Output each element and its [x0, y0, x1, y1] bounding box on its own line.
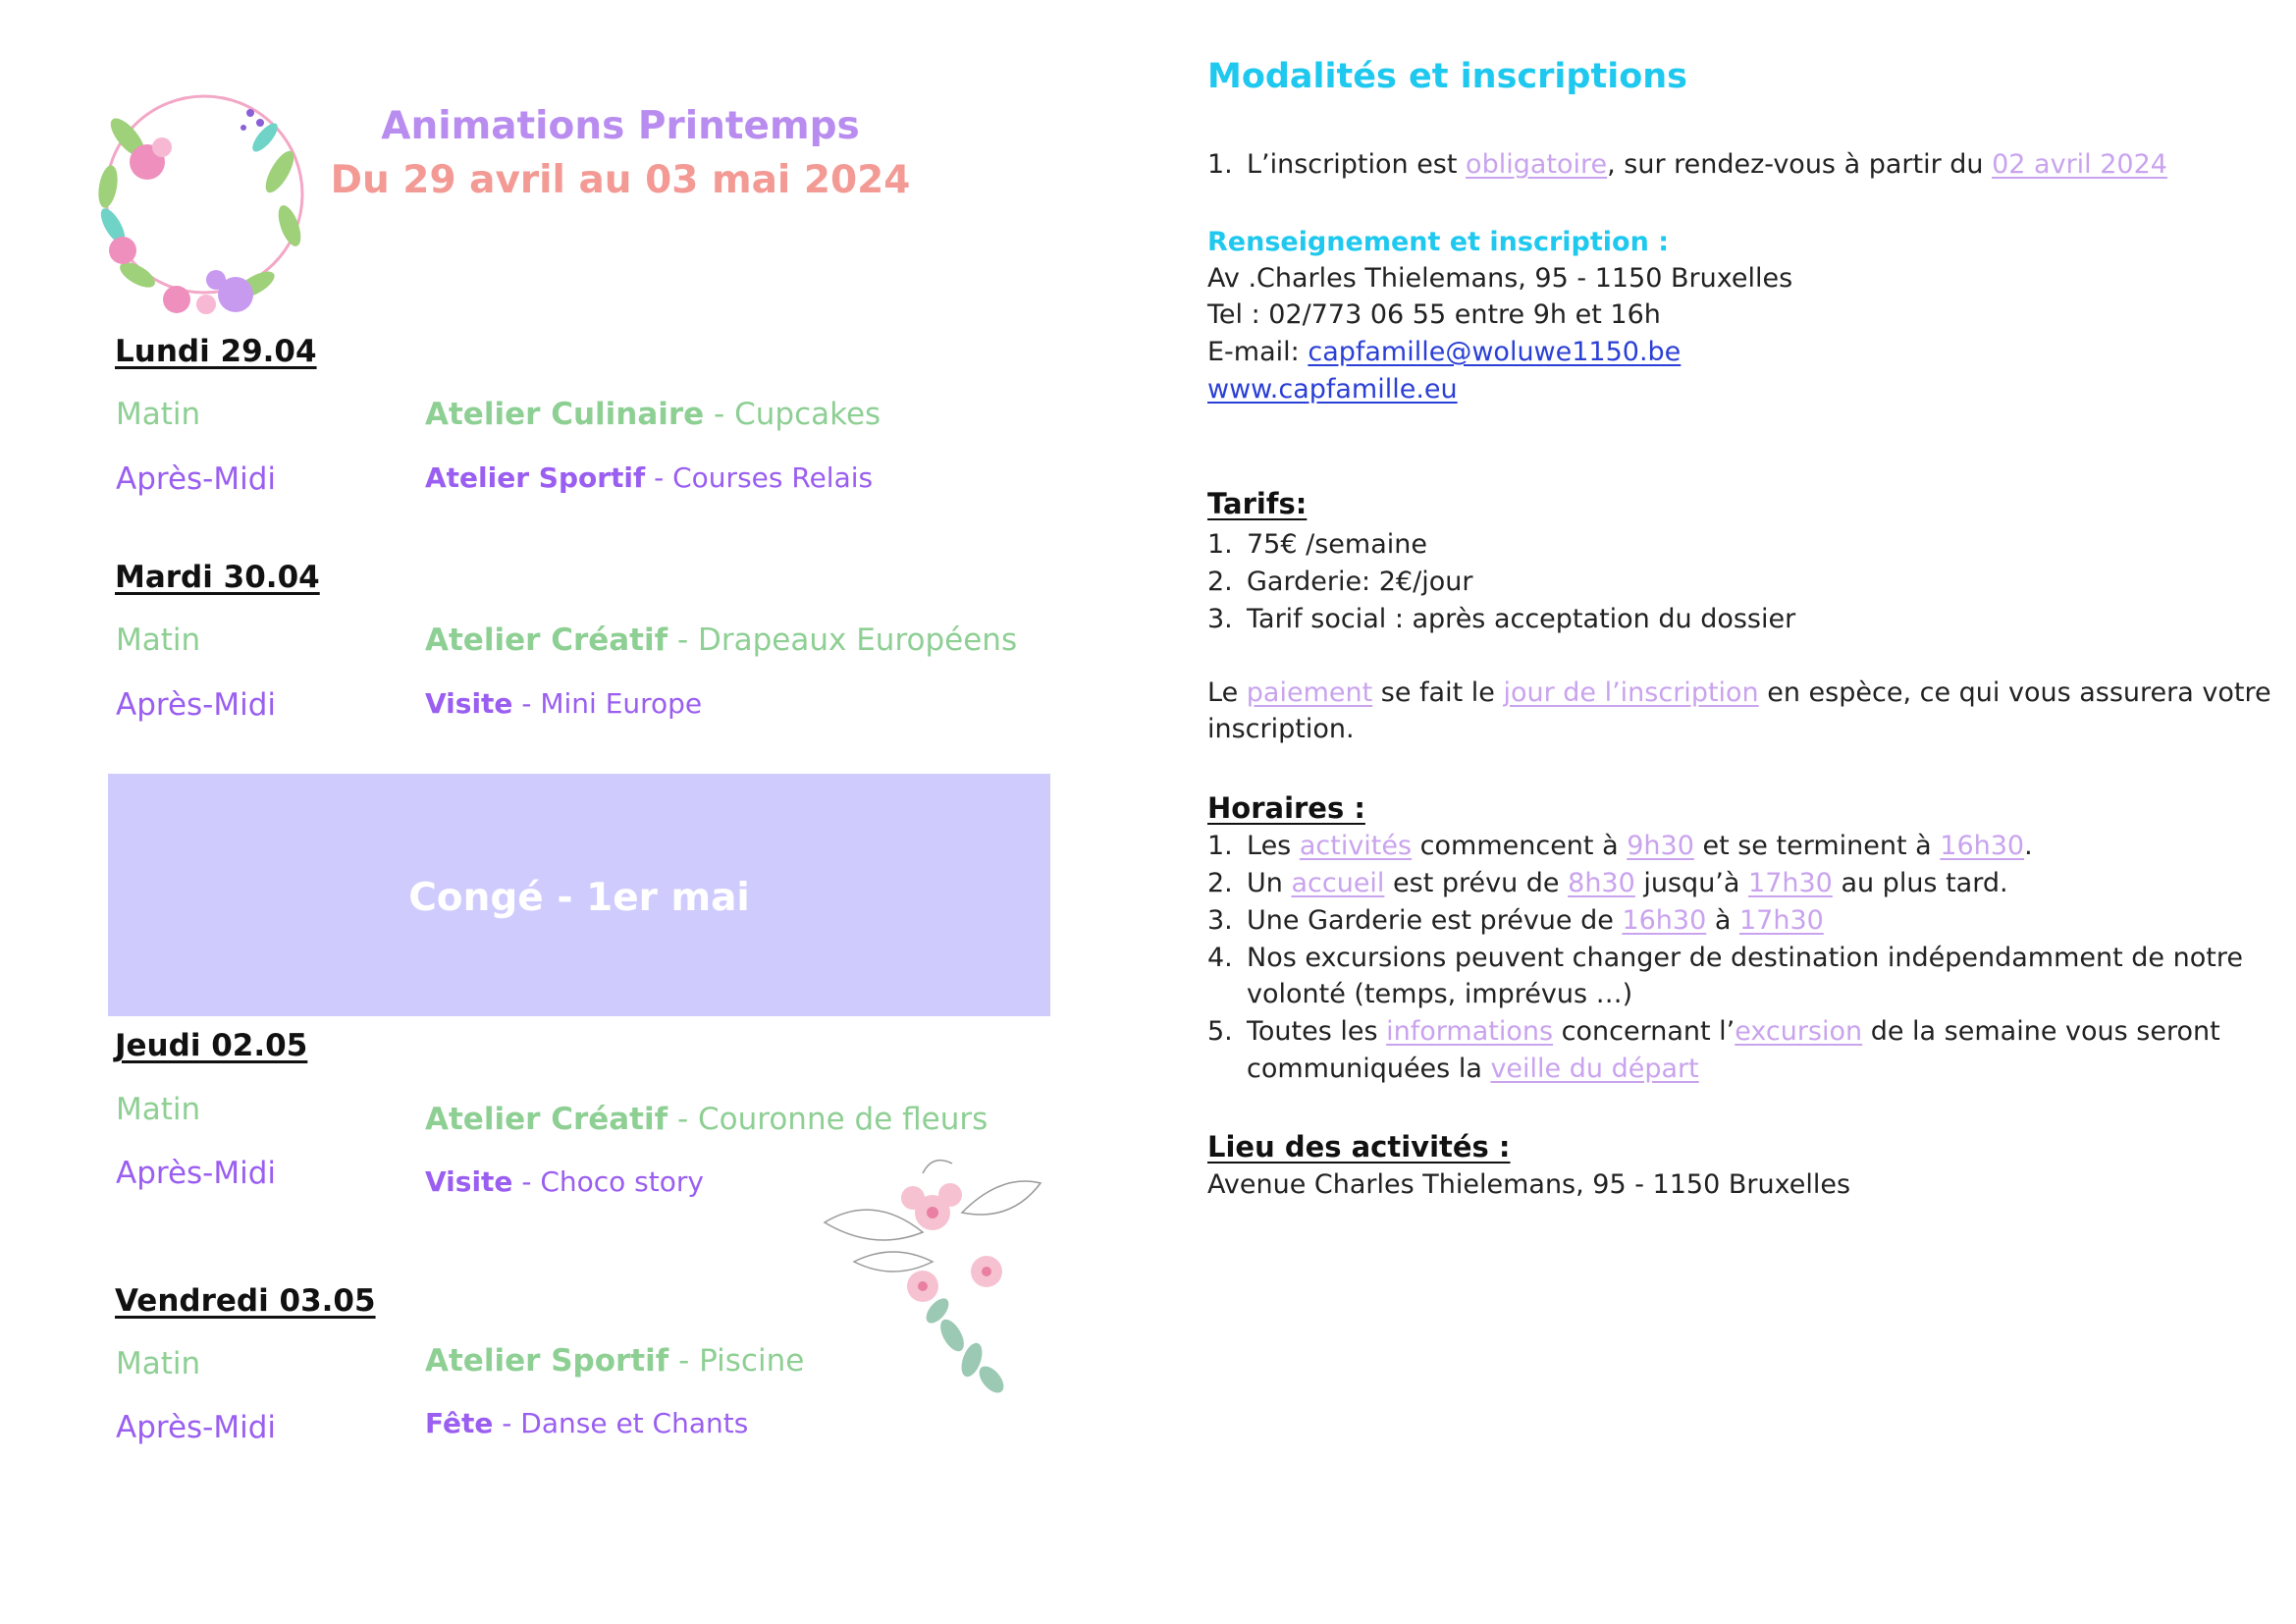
holiday-label: Congé - 1er mai	[408, 876, 750, 920]
horaire-item-cont: volonté (temps, imprévus …)	[1247, 979, 1633, 1009]
inscription-line: 1. L’inscription est obligatoire, sur rendez-vous à partir du 02 avril 2024	[1207, 149, 2167, 180]
holiday-banner	[108, 774, 1050, 1016]
horaires-heading: Horaires :	[1207, 791, 1365, 825]
day-title-jeudi: Jeudi 02.05	[115, 1028, 308, 1063]
activity-mardi-matin: Atelier Créatif - Drapeaux Européens	[425, 623, 1018, 658]
period-apres-midi: Après-Midi	[116, 461, 277, 497]
lieu-address: Avenue Charles Thielemans, 95 - 1150 Bruxelles	[1207, 1169, 1851, 1200]
contact-heading: Renseignement et inscription :	[1207, 227, 1669, 257]
payment-text-cont: inscription.	[1207, 714, 1355, 744]
period-apres-midi: Après-Midi	[116, 1410, 277, 1445]
email-link[interactable]: capfamille@woluwe1150.be	[1308, 337, 1682, 367]
program-title: Animations Printemps	[381, 104, 860, 148]
period-matin: Matin	[116, 397, 201, 432]
horaire-item: 3. Une Garderie est prévue de 16h30 à 17h30	[1207, 905, 1824, 936]
day-title-vendredi: Vendredi 03.05	[115, 1283, 376, 1319]
tarifs-heading: Tarifs:	[1207, 487, 1308, 520]
activity-lundi-apres-midi: Atelier Sportif - Courses Relais	[425, 461, 874, 494]
flower-wreath-illustration	[69, 79, 334, 334]
activity-jeudi-apres-midi: Visite - Choco story	[425, 1165, 704, 1198]
tarif-item: 1. 75€ /semaine	[1207, 529, 1427, 560]
activity-vendredi-matin: Atelier Sportif - Piscine	[425, 1343, 805, 1379]
modalities-title: Modalités et inscriptions	[1207, 57, 1688, 96]
day-title-lundi: Lundi 29.04	[115, 334, 317, 369]
day-title-mardi: Mardi 30.04	[115, 560, 320, 595]
period-apres-midi: Après-Midi	[116, 1156, 277, 1191]
activity-mardi-apres-midi: Visite - Mini Europe	[425, 687, 703, 720]
flower-bouquet-illustration	[815, 1154, 1050, 1404]
contact-tel: Tel : 02/773 06 55 entre 9h et 16h	[1207, 299, 1661, 330]
contact-email-line: E-mail: capfamille@woluwe1150.be	[1207, 337, 1682, 367]
payment-text: Le paiement se fait le jour de l’inscription en espèce, ce qui vous assurera votre	[1207, 677, 2271, 708]
period-apres-midi: Après-Midi	[116, 687, 277, 723]
horaire-item: 1. Les activités commencent à 9h30 et se terminent à 16h30.	[1207, 831, 2033, 861]
period-matin: Matin	[116, 1092, 201, 1127]
horaire-item-cont: communiquées la veille du départ	[1247, 1054, 1699, 1084]
program-dates: Du 29 avril au 03 mai 2024	[330, 158, 911, 202]
tarif-item: 2. Garderie: 2€/jour	[1207, 567, 1473, 597]
period-matin: Matin	[116, 1346, 201, 1381]
website-link[interactable]: www.capfamille.eu	[1207, 374, 1458, 405]
horaire-item: 4. Nos excursions peuvent changer de destination indépendamment de notre	[1207, 943, 2243, 973]
horaire-item: 5. Toutes les informations concernant l’excursion de la semaine vous seront	[1207, 1016, 2220, 1047]
lieu-heading: Lieu des activités :	[1207, 1130, 1511, 1164]
activity-vendredi-apres-midi: Fête - Danse et Chants	[425, 1407, 749, 1439]
period-matin: Matin	[116, 623, 201, 658]
horaire-item: 2. Un accueil est prévu de 8h30 jusqu’à 17h30 au plus tard.	[1207, 868, 2008, 898]
activity-jeudi-matin: Atelier Créatif - Couronne de fleurs	[425, 1102, 988, 1137]
tarif-item: 3. Tarif social : après acceptation du dossier	[1207, 604, 1796, 634]
contact-address: Av .Charles Thielemans, 95 - 1150 Bruxelles	[1207, 263, 1793, 294]
activity-lundi-matin: Atelier Culinaire - Cupcakes	[425, 397, 881, 432]
